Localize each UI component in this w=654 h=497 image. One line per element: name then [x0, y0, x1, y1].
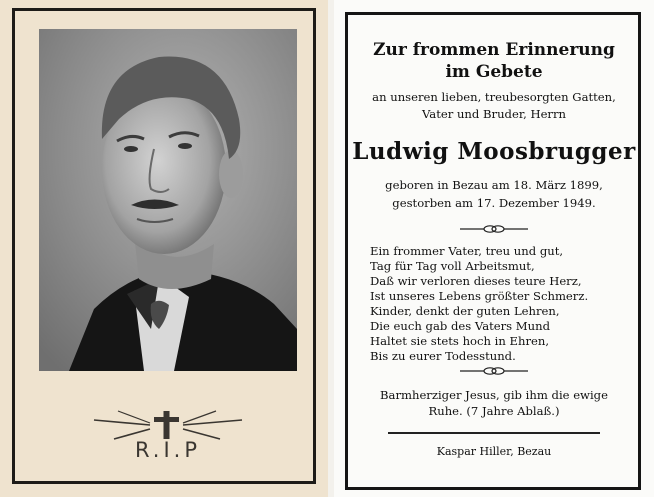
poem-line: Ist unseres Lebens größter Schmerz.	[370, 289, 589, 303]
deceased-name: Ludwig Moosbrugger	[352, 138, 636, 165]
divider-ornament-icon	[460, 366, 528, 376]
poem-line: Daß wir verloren dieses teure Herz,	[370, 274, 582, 288]
intro-line-1: an unseren lieben, treubesorgten Gatten,	[372, 90, 616, 104]
poem-line: Haltet sie stets hoch in Ehren,	[370, 334, 550, 348]
intro-line-2: Vater und Bruder, Herrn	[422, 107, 566, 121]
birth-line: geboren in Bezau am 18. März 1899,	[385, 178, 603, 192]
prayer-line-1: Barmherziger Jesus, gib ihm die ewige	[380, 388, 608, 402]
rip-ornament	[40, 385, 296, 470]
portrait-illustration	[39, 29, 297, 371]
memorial-text-card	[334, 0, 654, 497]
poem-line: Ein frommer Vater, treu und gut,	[370, 244, 564, 258]
portrait-photo	[39, 29, 297, 371]
prayer-line-2: Ruhe. (7 Jahre Ablaß.)	[428, 404, 560, 418]
divider-ornament-icon	[460, 224, 528, 234]
poem-line: Die euch gab des Vaters Mund	[370, 319, 551, 333]
title-line-1: Zur frommen Erinnerung	[373, 40, 615, 60]
printer-divider	[388, 432, 600, 434]
poem-line: Kinder, denkt der guten Lehren,	[370, 304, 560, 318]
poem-line: Bis zu eurer Todesstund.	[370, 349, 516, 363]
rip-label: R.I.P	[134, 438, 202, 462]
title-line-2: im Gebete	[445, 62, 543, 82]
poem-line: Tag für Tag voll Arbeitsmut,	[370, 259, 535, 273]
printer-credit: Kaspar Hiller, Bezau	[436, 445, 552, 458]
death-line: gestorben am 17. Dezember 1949.	[392, 196, 596, 210]
cross-with-rays-icon	[40, 385, 296, 445]
